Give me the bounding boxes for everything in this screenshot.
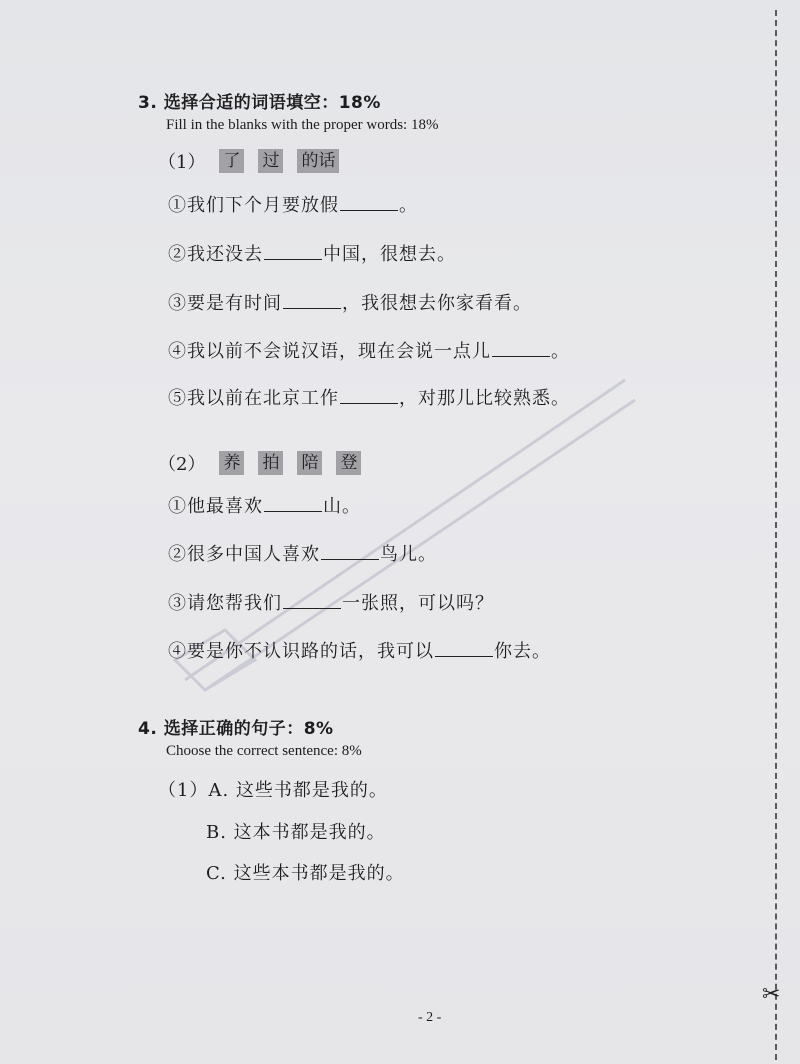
fill-item: ⑤我以前在北京工作 ，对那儿比较熟悉。 bbox=[168, 388, 570, 409]
page-number: - 2 - bbox=[418, 1010, 442, 1025]
fill-item: ③要是有时间 ，我很想去你家看看。 bbox=[168, 293, 532, 314]
q3-subtitle: Fill in the blanks with the proper words: 18% bbox=[166, 117, 439, 133]
word-option: 陪 bbox=[297, 451, 322, 475]
cut-line bbox=[775, 10, 777, 1060]
fill-item: ②我还没去 中国，很想去。 bbox=[168, 244, 456, 265]
word-option: 的话 bbox=[297, 149, 339, 173]
word-option: 登 bbox=[336, 451, 361, 475]
q3-part1-header bbox=[158, 148, 339, 174]
q3-part2-header bbox=[158, 450, 361, 476]
answer-blank[interactable] bbox=[492, 342, 550, 357]
q4-option-c: C. 这些本书都是我的。 bbox=[206, 863, 405, 884]
q4-option-a: （1）A. 这些书都是我的。 bbox=[158, 780, 388, 801]
answer-blank[interactable] bbox=[340, 389, 398, 404]
q4-subtitle: Choose the correct sentence: 8% bbox=[166, 743, 362, 759]
part1-label: （1） bbox=[158, 152, 206, 173]
answer-blank[interactable] bbox=[321, 545, 379, 560]
answer-blank[interactable] bbox=[264, 245, 322, 260]
q3-title: 3. 选择合适的词语填空：18% bbox=[138, 93, 381, 113]
fill-item: ①他最喜欢 山。 bbox=[168, 496, 361, 517]
part2-label: （2） bbox=[158, 454, 206, 475]
fill-item: ②很多中国人喜欢 鸟儿。 bbox=[168, 544, 437, 565]
answer-blank[interactable] bbox=[283, 294, 341, 309]
q4-title: 4. 选择正确的句子：8% bbox=[138, 719, 334, 739]
fill-item: ④我以前不会说汉语，现在会说一点儿 。 bbox=[168, 341, 570, 362]
fill-item: ③请您帮我们 一张照，可以吗？ bbox=[168, 593, 494, 614]
word-option: 养 bbox=[219, 451, 244, 475]
fill-item: ①我们下个月要放假 。 bbox=[168, 195, 418, 216]
answer-blank[interactable] bbox=[435, 642, 493, 657]
q4-option-b: B. 这本书都是我的。 bbox=[206, 822, 386, 843]
fill-item: ④要是你不认识路的话，我可以 你去。 bbox=[168, 641, 551, 662]
scissors-icon: ✂ bbox=[762, 982, 781, 1007]
answer-blank[interactable] bbox=[264, 497, 322, 512]
word-option: 拍 bbox=[258, 451, 283, 475]
word-option: 过 bbox=[258, 149, 283, 173]
word-option: 了 bbox=[219, 149, 244, 173]
answer-blank[interactable] bbox=[340, 196, 398, 211]
answer-blank[interactable] bbox=[283, 594, 341, 609]
q4-label: （1） bbox=[158, 780, 209, 801]
